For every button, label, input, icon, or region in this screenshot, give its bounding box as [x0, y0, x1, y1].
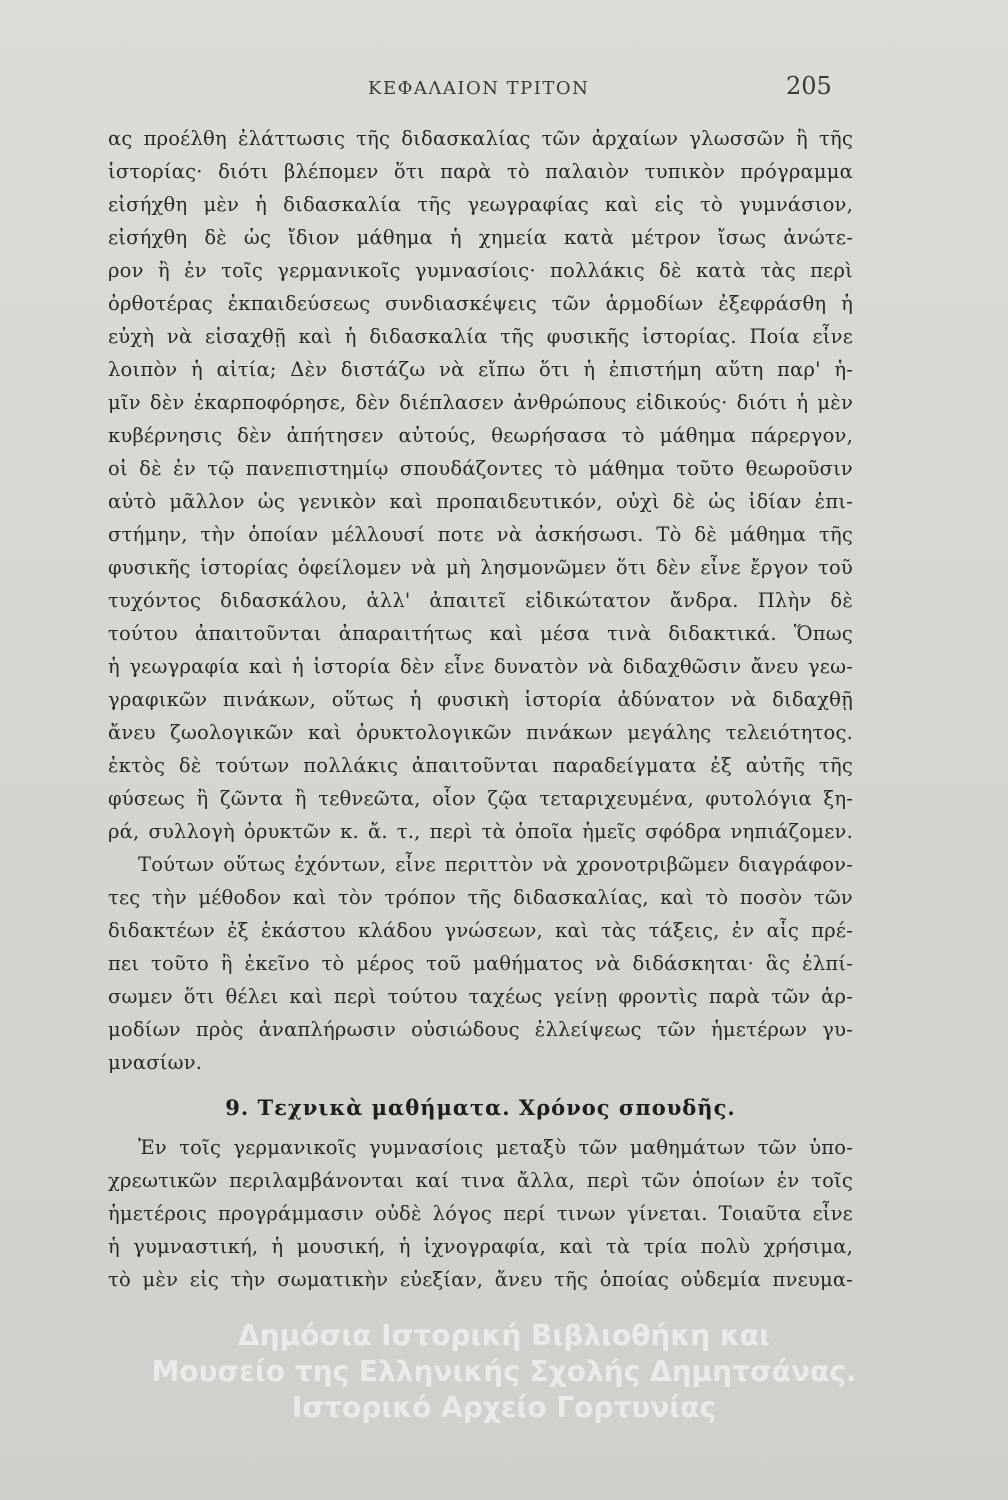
text-line: ἡ γυμναστική, ἡ μουσική, ἡ ἰχνογραφία, καὶ τὰ τρία πολὺ χρήσιμα,: [108, 1235, 853, 1258]
text-line: ας προέλθη ἐλάττωσις τῆς διδασκαλίας τῶν ἀρχαίων γλωσσῶν ἢ τῆς: [108, 127, 853, 150]
text-line: ὀρθοτέρας ἐκπαιδεύσεως συνδιασκέψεις τῶν ἁρμοδίων ἐξεφράσθη ἡ: [108, 292, 853, 315]
text-line: ρά, συλλογὴ ὀρυκτῶν κ. ἄ. τ., περὶ τὰ ὁποῖα ἡμεῖς σφόδρα νηπιάζομεν.: [108, 820, 853, 843]
text-line: τυχόντος διδασκάλου, ἀλλ' ἀπαιτεῖ εἰδικώτατον ἄνδρα. Πλὴν δὲ: [108, 589, 853, 612]
text-line: εἰσήχθη δὲ ὡς ἴδιον μάθημα ἡ χημεία κατὰ μέτρον ἴσως ἀνώτε-: [108, 226, 853, 249]
watermark-line: Μουσείο της Ελληνικής Σχολής Δημητσάνας.: [151, 1355, 857, 1388]
text-line: αὐτὸ μᾶλλον ὡς γενικὸν καὶ προπαιδευτικόν, οὐχὶ δὲ ὡς ἰδίαν ἐπι-: [108, 490, 853, 513]
text-line: Ἐν τοῖς γερμανικοῖς γυμνασίοις μεταξὺ τῶν μαθημάτων τῶν ὑπο-: [138, 1136, 853, 1159]
text-line: μνασίων.: [108, 1051, 203, 1074]
text-line: ἄνευ ζωολογικῶν καὶ ὀρυκτολογικῶν πινάκων μεγάλης τελειότητος.: [108, 721, 853, 744]
text-line: ἡ γεωγραφία καὶ ἡ ἱστορία δὲν εἶνε δυνατὸν νὰ διδαχθῶσιν ἄνευ γεω-: [108, 655, 853, 678]
text-line: κυβέρνησις δὲν ἀπήτησεν αὐτούς, θεωρήσασα τὸ μάθημα πάρεργον,: [108, 424, 853, 447]
text-line: εἰσήχθη μὲν ἡ διδασκαλία τῆς γεωγραφίας καὶ εἰς τὸ γυμνάσιον,: [108, 193, 853, 216]
text-line: τούτου ἀπαιτοῦνται ἀπαραιτήτως καὶ μέσα τινὰ διδακτικά. Ὅπως: [108, 622, 853, 645]
text-line: τὸ μὲν εἰς τὴν σωματικὴν εὐεξίαν, ἄνευ τῆς ὁποίας οὐδεμία πνευμα-: [108, 1268, 853, 1291]
watermark-line: Ιστορικό Αρχείο Γορτυνίας: [291, 1391, 717, 1424]
section-heading: 9. Τεχνικὰ μαθήματα. Χρόνος σπουδῆς.: [225, 1095, 736, 1120]
text-line: οἱ δὲ ἐν τῷ πανεπιστημίῳ σπουδάζοντες τὸ μάθημα τοῦτο θεωροῦσιν: [108, 457, 853, 480]
running-title: ΚΕΦΑΛΑΙΟΝ ΤΡΙΤΟΝ: [368, 78, 590, 99]
text-line: γραφικῶν πινάκων, οὕτως ἡ φυσικὴ ἱστορία ἀδύνατον νὰ διδαχθῇ: [108, 688, 853, 711]
text-line: μοδίων πρὸς ἀναπλήρωσιν οὐσιώδους ἐλλείψεως τῶν ἡμετέρων γυ-: [108, 1018, 853, 1041]
text-line: διδακτέων ἐξ ἑκάστου κλάδου γνώσεων, καὶ τὰς τάξεις, ἐν αἷς πρέ-: [108, 919, 853, 942]
page-header: [0, 70, 1008, 110]
text-line: μῖν δὲν ἐκαρποφόρησε, δὲν διέπλασεν ἀνθρώπους εἰδικούς· διότι ἡ μὲν: [108, 391, 853, 414]
watermark-line: Δημόσια Ιστορική Βιβλιοθήκη και: [238, 1319, 770, 1352]
page-number: 205: [786, 72, 832, 100]
text-line: φύσεως ἢ ζῶντα ἢ τεθνεῶτα, οἷον ζῷα τεταριχευμένα, φυτολόγια ξη-: [108, 787, 853, 810]
text-line: τες τὴν μέθοδον καὶ τὸν τρόπον τῆς διδασκαλίας, καὶ τὸ ποσὸν τῶν: [108, 886, 853, 909]
text-line: Τούτων οὕτως ἐχόντων, εἶνε περιττὸν νὰ χρονοτριβῶμεν διαγράφον-: [138, 853, 853, 876]
library-watermark: [0, 1318, 1008, 1426]
text-line: πει τοῦτο ἢ ἐκεῖνο τὸ μέρος τοῦ μαθήματος νὰ διδάσκηται· ἃς ἐλπί-: [108, 952, 853, 975]
text-line: ρον ἢ ἐν τοῖς γερμανικοῖς γυμνασίοις· πολλάκις δὲ κατὰ τὰς περὶ: [108, 259, 853, 282]
text-line: ἡμετέροις προγράμμασιν οὐδὲ λόγος περί τινων γίνεται. Τοιαῦτα εἶνε: [108, 1202, 853, 1225]
body-text: [108, 122, 853, 1296]
text-line: φυσικῆς ἱστορίας ὀφείλομεν νὰ μὴ λησμονῶμεν ὅτι δὲν εἶνε ἔργον τοῦ: [108, 556, 853, 579]
text-line: χρεωτικῶν περιλαμβάνονται καί τινα ἄλλα, περὶ τῶν ὁποίων ἐν τοῖς: [108, 1169, 853, 1192]
text-line: εὐχὴ νὰ εἰσαχθῇ καὶ ἡ διδασκαλία τῆς φυσικῆς ἱστορίας. Ποία εἶνε: [108, 325, 853, 348]
text-line: ἐκτὸς δὲ τούτων πολλάκις ἀπαιτοῦνται παραδείγματα ἐξ αὐτῆς τῆς: [108, 754, 853, 777]
text-line: ἱστορίας· διότι βλέπομεν ὅτι παρὰ τὸ παλαιὸν τυπικὸν πρόγραμμα: [108, 160, 853, 183]
text-line: στήμην, τὴν ὁποίαν μέλλουσί ποτε νὰ ἀσκήσωσι. Τὸ δὲ μάθημα τῆς: [108, 523, 853, 546]
text-line: λοιπὸν ἡ αἰτία; Δὲν διστάζω νὰ εἴπω ὅτι ἡ ἐπιστήμη αὕτη παρ' ἡ-: [108, 358, 853, 381]
text-line: σωμεν ὅτι θέλει καὶ περὶ τούτου ταχέως γείνῃ φροντὶς παρὰ τῶν ἁρ-: [108, 985, 853, 1008]
